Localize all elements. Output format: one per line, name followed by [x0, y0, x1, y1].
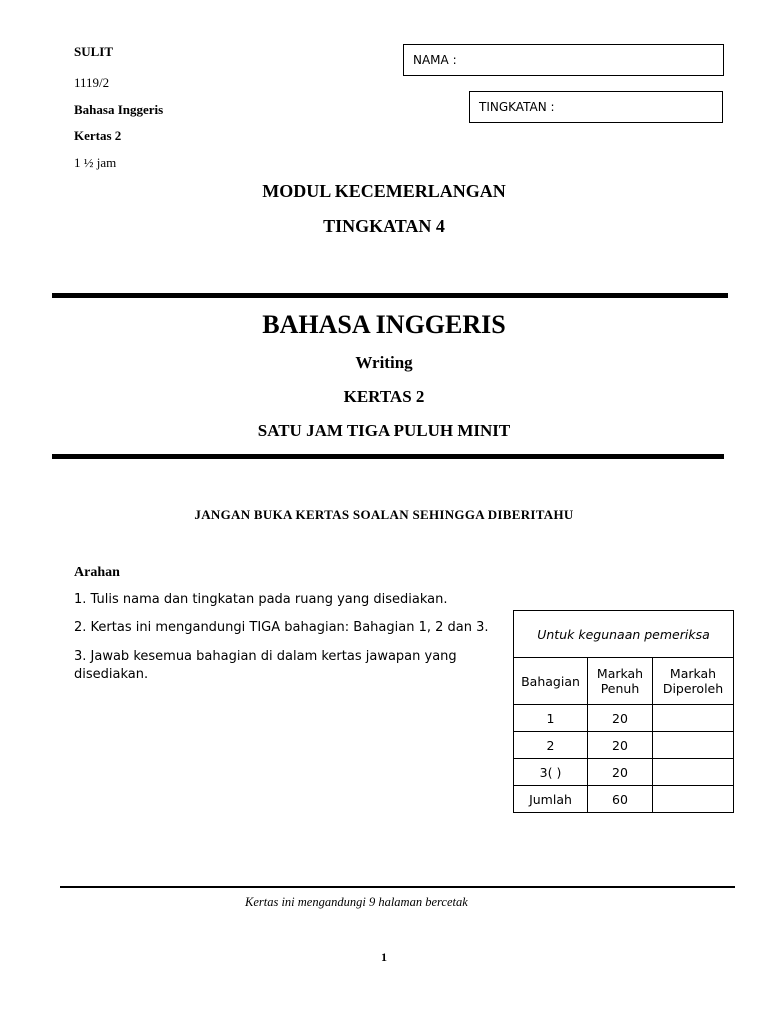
page-count-note: Kertas ini mengandungi 9 halaman bercetak: [245, 895, 468, 909]
examiner-table: [513, 610, 734, 813]
cell-section: Jumlah: [514, 786, 588, 813]
writing-subtitle: Writing: [355, 353, 413, 372]
instruction-item: 2. Kertas ini mengandungi TIGA bahagian: Bahagian 1, 2 dan 3.: [74, 620, 489, 635]
instructions-heading: Arahan: [74, 565, 120, 580]
cell-full-marks: 20: [588, 705, 653, 732]
name-field[interactable]: [403, 44, 724, 76]
warning-text: JANGAN BUKA KERTAS SOALAN SEHINGGA DIBERITAHU: [194, 507, 574, 522]
paper-title: KERTAS 2: [343, 387, 425, 406]
cell-section: 1: [514, 705, 588, 732]
cell-full-marks: 60: [588, 786, 653, 813]
footer-rule: [60, 886, 735, 888]
header-markah-diperoleh: Markah Diperoleh: [653, 658, 734, 705]
cell-section: 3( ): [514, 759, 588, 786]
table-row: [514, 759, 734, 786]
cell-section: 2: [514, 732, 588, 759]
subject-label: Bahasa Inggeris: [74, 102, 164, 117]
paper-label: Kertas 2: [74, 128, 122, 143]
cell-full-marks: 20: [588, 759, 653, 786]
top-rule: [52, 293, 728, 298]
table-caption: Untuk kegunaan pemeriksa: [514, 611, 734, 658]
form-field-label: TINGKATAN :: [479, 100, 555, 114]
time-title: SATU JAM TIGA PULUH MINIT: [257, 421, 511, 440]
module-form: TINGKATAN 4: [323, 216, 445, 236]
module-title: MODUL KECEMERLANGAN: [262, 181, 506, 201]
cell-full-marks: 20: [588, 732, 653, 759]
header-bahagian: Bahagian: [514, 658, 588, 705]
cell-marks-obtained[interactable]: [653, 759, 734, 786]
page-number: 1: [381, 950, 387, 964]
table-row: [514, 732, 734, 759]
header-markah-penuh: Markah Penuh: [588, 658, 653, 705]
main-title: BAHASA INGGERIS: [262, 310, 506, 339]
paper-code: 1119/2: [74, 75, 110, 90]
table-row: [514, 786, 734, 813]
sulit-label: SULIT: [74, 44, 114, 59]
table-row: [514, 705, 734, 732]
duration-label: 1 ½ jam: [74, 155, 117, 170]
instruction-item: 3. Jawab kesemua bahagian di dalam kertas jawapan yang disediakan.: [74, 649, 457, 682]
cell-marks-obtained[interactable]: [653, 732, 734, 759]
form-field[interactable]: [469, 91, 723, 123]
bottom-rule: [52, 454, 724, 459]
instruction-item: 1. Tulis nama dan tingkatan pada ruang yang disediakan.: [74, 592, 448, 607]
cell-marks-obtained[interactable]: [653, 705, 734, 732]
cell-marks-obtained[interactable]: [653, 786, 734, 813]
name-field-label: NAMA :: [413, 53, 457, 67]
